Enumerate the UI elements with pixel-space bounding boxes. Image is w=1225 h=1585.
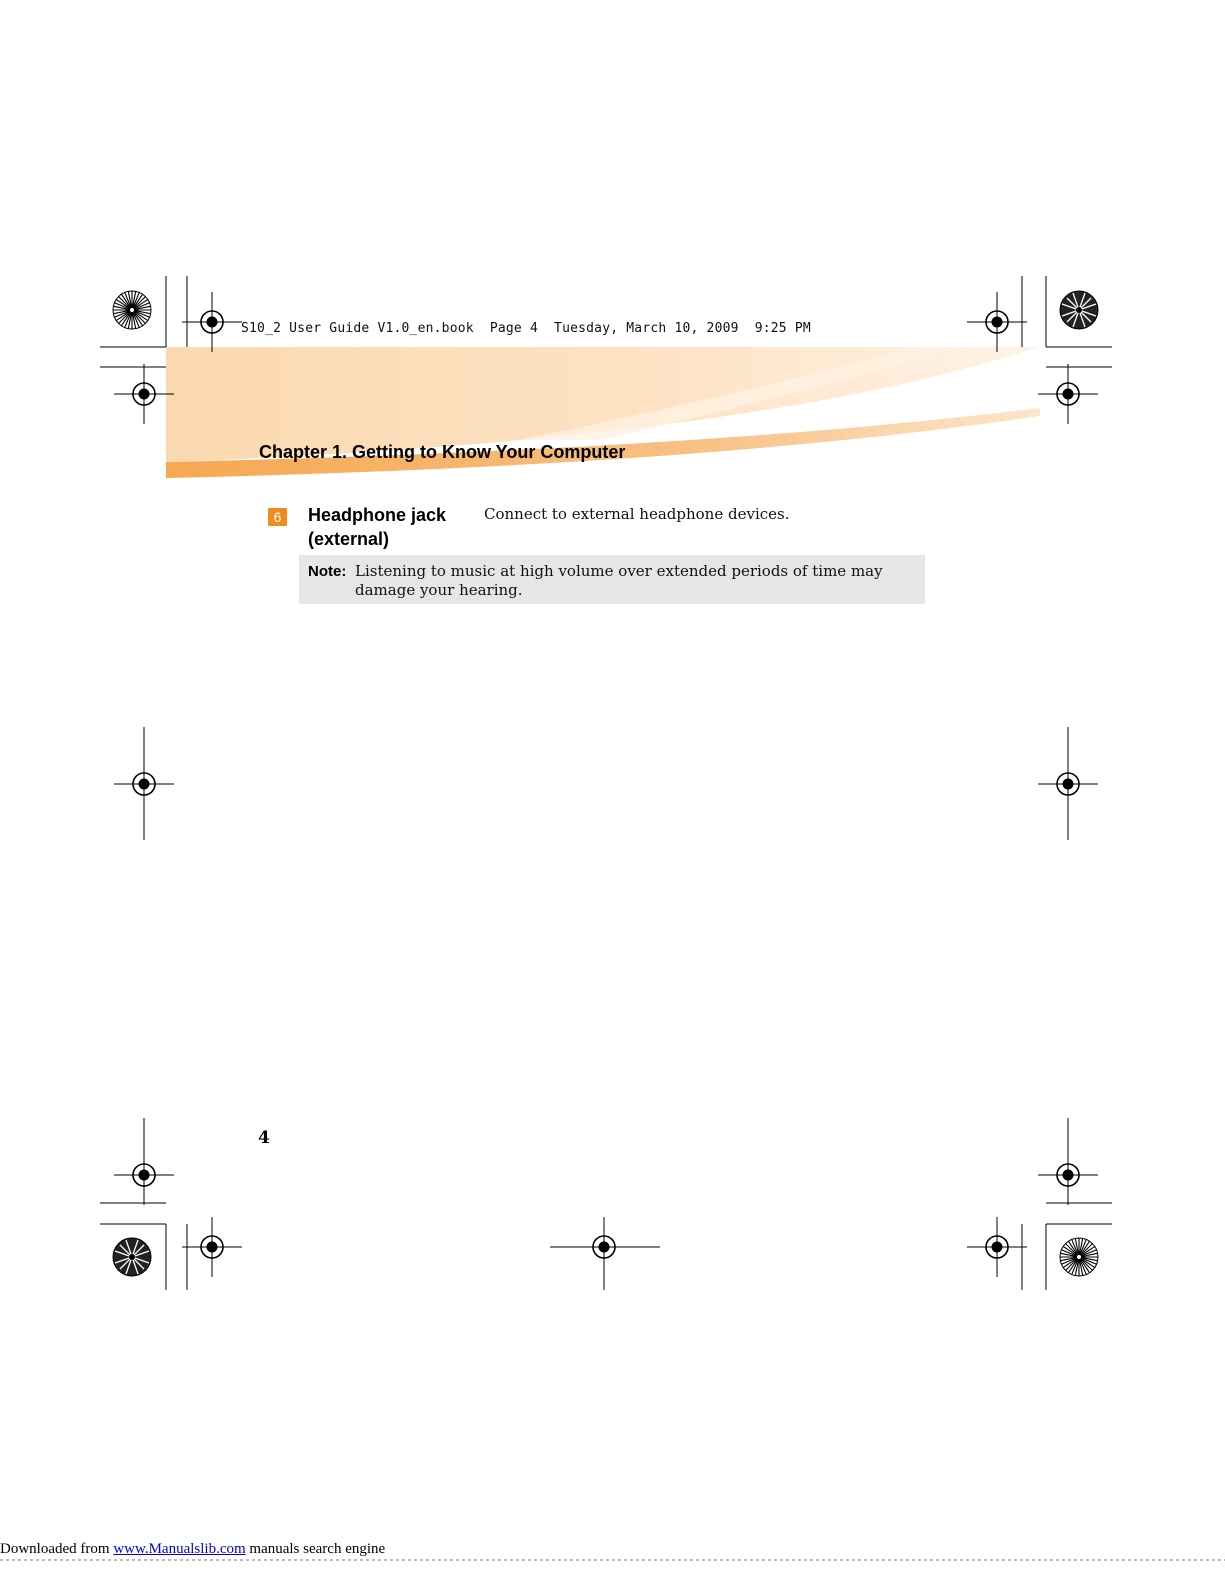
registration-mark-bottom-right [967,1217,1027,1277]
registration-mark-left-upper [114,364,174,424]
footer [0,1541,385,1558]
item-term-line1: Headphone jack [308,505,447,525]
darkburst-mark-top-right [1060,291,1098,329]
footer-suffix: manuals search engine [245,1541,386,1557]
page-number: 4 [258,1128,270,1148]
note-label: Note: [308,563,347,580]
registration-mark-bottom-left [182,1217,242,1277]
footer-prefix: Downloaded from [0,1541,114,1557]
registration-mark-top-right [967,292,1027,352]
item-number-badge: 6 [268,508,287,526]
manualslib-link[interactable]: www.Manualslib.com [113,1541,246,1557]
item-description: Connect to external headphone devices. [484,505,790,523]
starburst-mark-bottom-right [1060,1238,1098,1276]
darkburst-mark-bottom-left [113,1238,151,1276]
print-header: S10_2 User Guide V1.0_en.book Page 4 Tuesday, March 10, 2009 9:25 PM [241,321,811,336]
item-term-line2: (external) [308,529,390,549]
chapter-title: Chapter 1. Getting to Know Your Computer [259,442,626,462]
registration-mark-top-left [182,292,242,352]
registration-mark-right-upper [1038,364,1098,424]
item-term [308,503,468,551]
starburst-mark-top-left [113,291,151,329]
note-text: Listening to music at high volume over extended periods of time may damage your hearing. [355,562,883,599]
